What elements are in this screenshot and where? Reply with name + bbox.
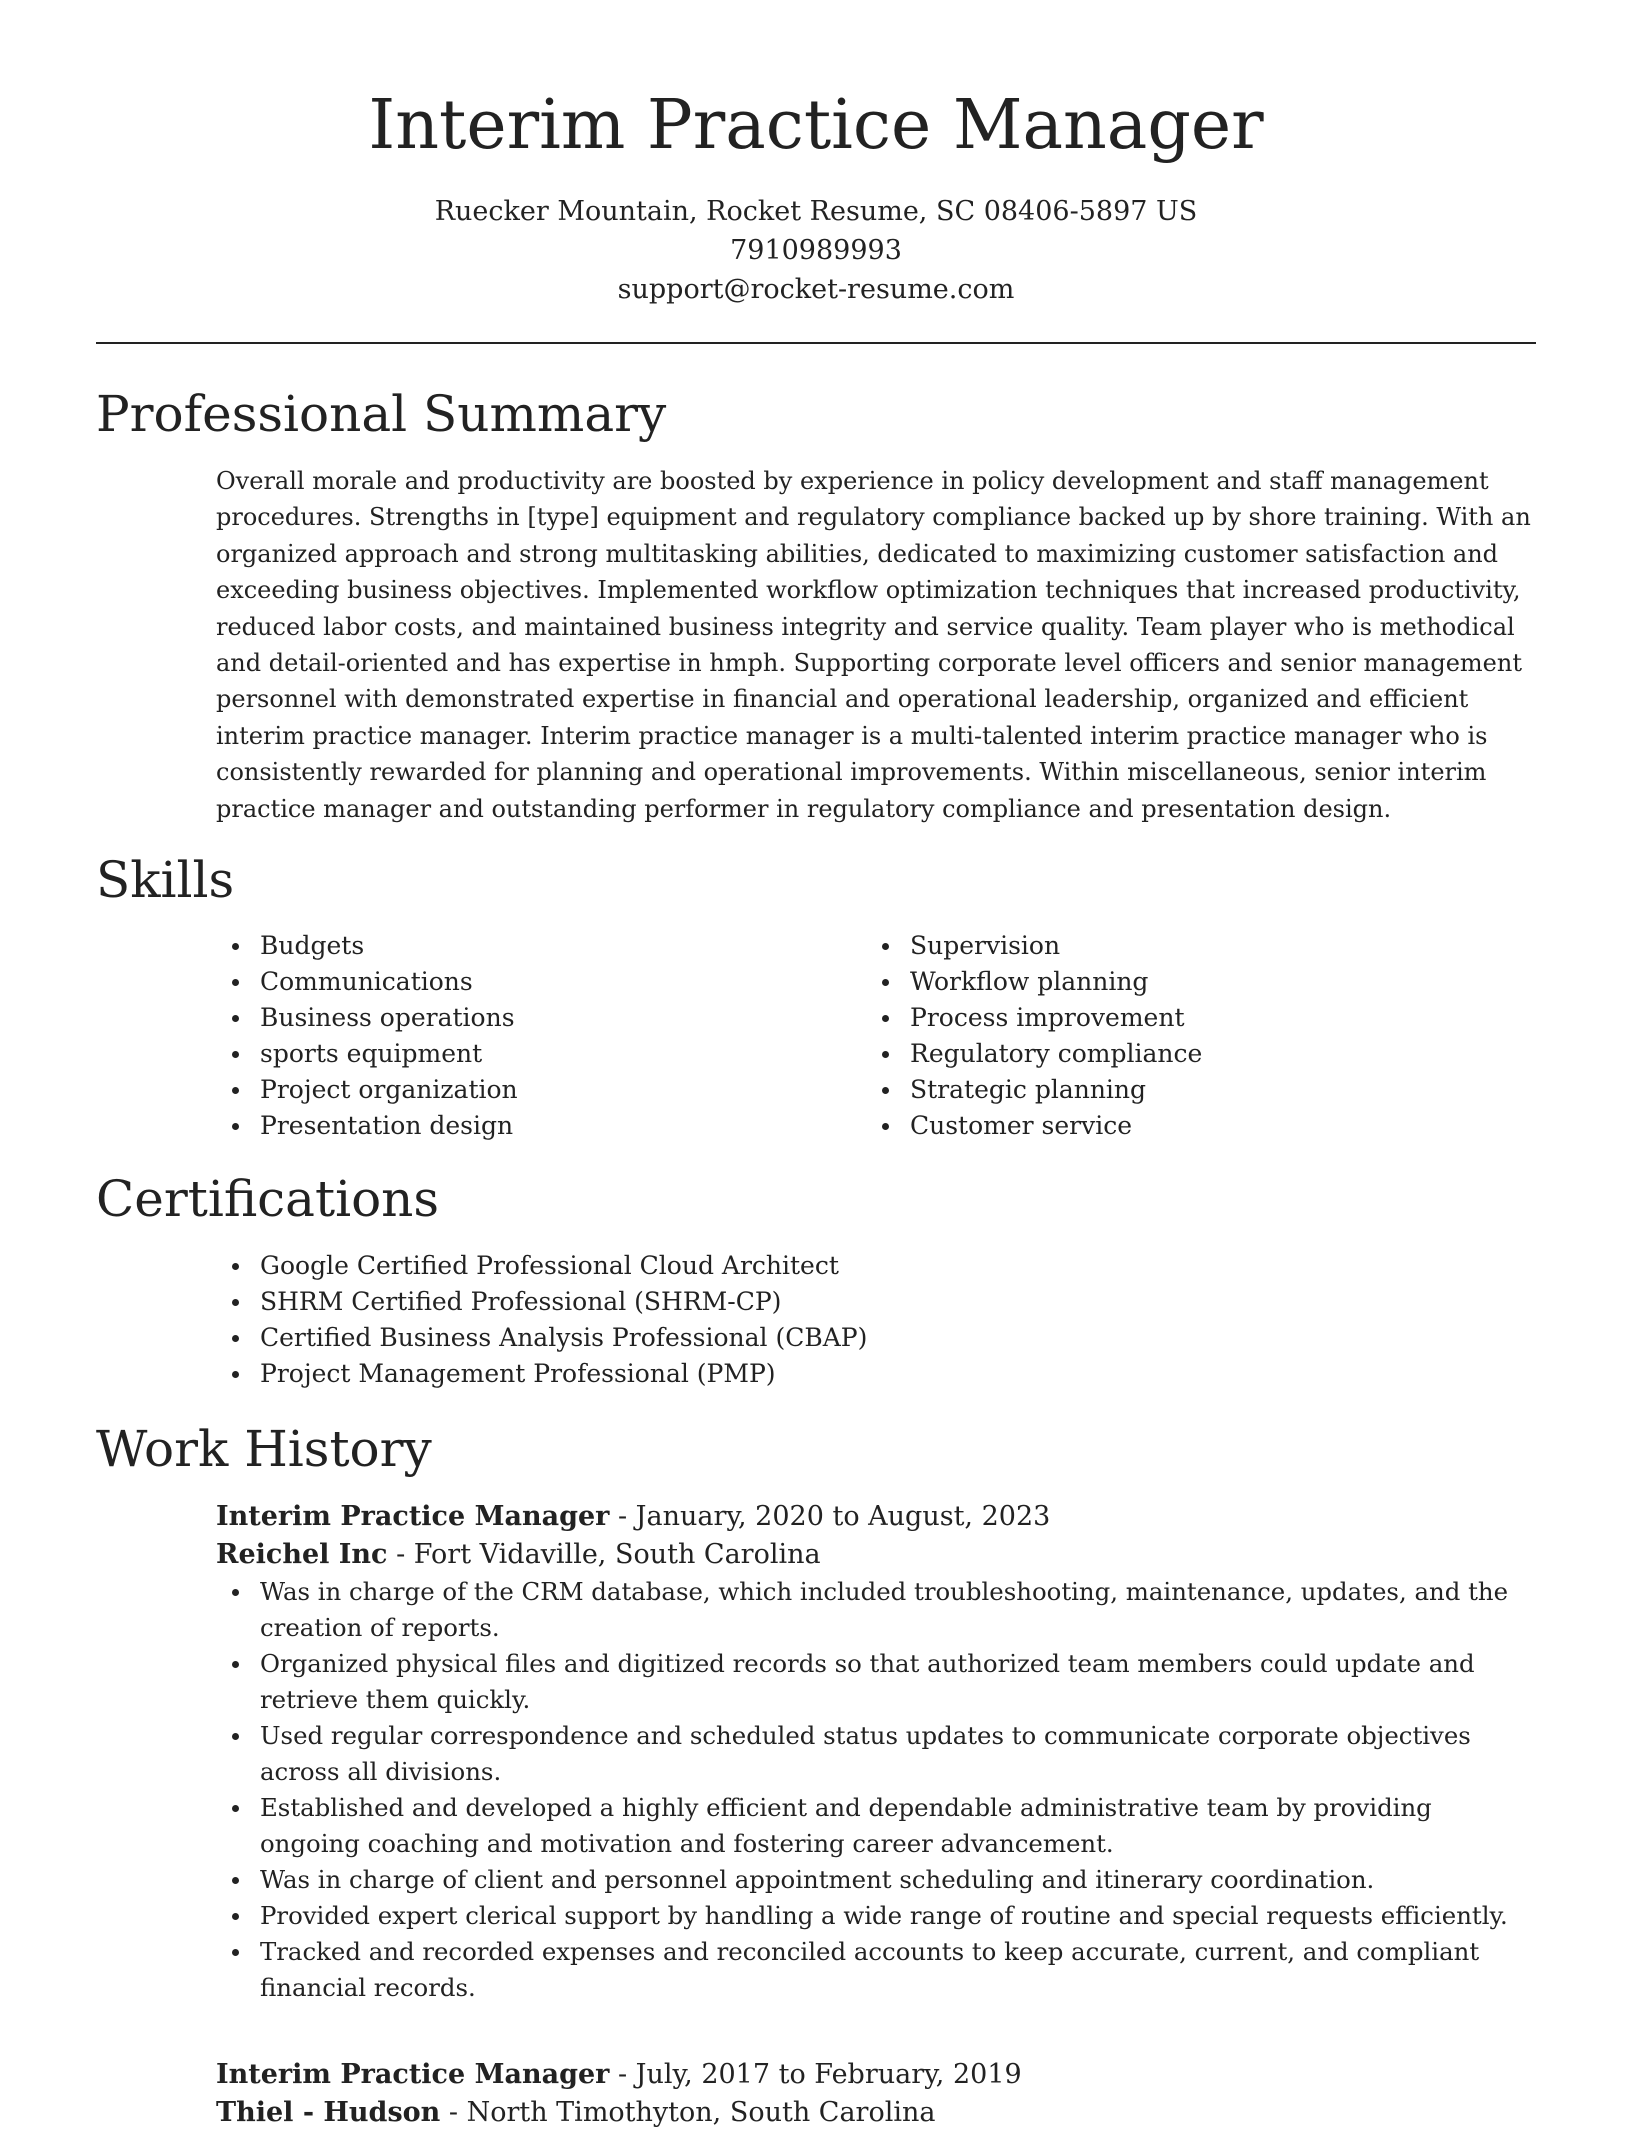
responsibility-item: Used regular correspondence and scheduled status updates to communicate corporate objectives across all divisions. <box>216 1718 1536 1790</box>
job-location: - North Timothyton, South Carolina <box>440 2097 936 2128</box>
skill-item: sports equipment <box>216 1036 856 1072</box>
skill-item: Communications <box>216 964 856 1000</box>
skill-item: Regulatory compliance <box>866 1036 1506 1072</box>
work-entry <box>216 1498 1536 2006</box>
job-title-line <box>216 1498 1536 1536</box>
skill-item: Supervision <box>866 928 1506 964</box>
skill-item: Business operations <box>216 1000 856 1036</box>
skill-item: Project organization <box>216 1072 856 1108</box>
responsibility-item: Established and developed a highly efficient and dependable administrative team by providing ongoing coaching and motivation and fostering career advancement. <box>216 1790 1536 1862</box>
job-company: Reichel Inc <box>216 1539 388 1570</box>
skill-item: Customer service <box>866 1108 1506 1144</box>
work-entry <box>216 2056 1536 2132</box>
certification-item: SHRM Certified Professional (SHRM-CP) <box>216 1284 1516 1320</box>
job-company-line <box>216 2094 1536 2132</box>
certification-item: Google Certified Professional Cloud Architect <box>216 1248 1516 1284</box>
job-company-line <box>216 1536 1536 1574</box>
contact-phone: 7910989993 <box>730 235 902 266</box>
summary-heading: Professional Summary <box>96 385 667 443</box>
skills-heading: Skills <box>96 851 235 909</box>
skill-item: Budgets <box>216 928 856 964</box>
certification-item: Certified Business Analysis Professional (CBAP) <box>216 1320 1516 1356</box>
responsibility-item: Provided expert clerical support by handling a wide range of routine and special requests efficiently. <box>216 1898 1536 1934</box>
job-company: Thiel - Hudson <box>216 2097 441 2128</box>
skill-item: Strategic planning <box>866 1072 1506 1108</box>
skills-list-right <box>866 928 1506 1144</box>
job-title: Interim Practice Manager <box>216 2059 610 2090</box>
contact-email: support@rocket-resume.com <box>617 274 1015 305</box>
job-responsibilities <box>216 1574 1536 2006</box>
summary-paragraph: Overall morale and productivity are boosted by experience in policy development and staff management procedures. Strengths in [type] equipment and regulatory compliance backed up by shore training. With an organized approach and strong multitasking abilities, dedicated to maximizing customer satisfaction and exceeding business objectives. Implemented workflow optimization techniques that increased productivity, reduced labor costs, and maintained business integrity and service quality. Team player who is methodical and detail-oriented and has expertise in hmph. Supporting corporate level officers and senior management personnel with demonstrated expertise in financial and operational leadership, organized and efficient interim practice manager. Interim practice manager is a multi-talented interim practice manager who is consistently rewarded for planning and operational improvements. Within miscellaneous, senior interim practice manager and outstanding performer in regulatory compliance and presentation design. <box>216 467 1531 823</box>
job-dates: - July, 2017 to February, 2019 <box>609 2059 1022 2090</box>
header-divider <box>96 342 1536 344</box>
responsibility-item: Was in charge of the CRM database, which included troubleshooting, maintenance, updates, and the creation of reports. <box>216 1574 1536 1646</box>
resume-header <box>0 0 1632 309</box>
job-location: - Fort Vidaville, South Carolina <box>387 1539 821 1570</box>
skills-list-left <box>216 928 856 1144</box>
responsibility-item: Organized physical files and digitized records so that authorized team members could update and retrieve them quickly. <box>216 1646 1536 1718</box>
skill-item: Process improvement <box>866 1000 1506 1036</box>
work-history-heading: Work History <box>96 1420 432 1478</box>
certifications-heading: Certifications <box>96 1170 440 1228</box>
job-dates: - January, 2020 to August, 2023 <box>609 1501 1051 1532</box>
certification-item: Project Management Professional (PMP) <box>216 1356 1516 1392</box>
job-title: Interim Practice Manager <box>216 1501 610 1532</box>
responsibility-item: Was in charge of client and personnel appointment scheduling and itinerary coordination. <box>216 1862 1536 1898</box>
candidate-name: Interim Practice Manager <box>368 86 1264 165</box>
contact-block <box>0 192 1632 309</box>
skill-item: Presentation design <box>216 1108 856 1144</box>
responsibility-item: Tracked and recorded expenses and reconciled accounts to keep accurate, current, and compliant financial records. <box>216 1934 1536 2006</box>
certifications-list <box>216 1248 1516 1392</box>
skill-item: Workflow planning <box>866 964 1506 1000</box>
contact-address: Ruecker Mountain, Rocket Resume, SC 08406-5897 US <box>434 196 1198 227</box>
job-title-line <box>216 2056 1536 2094</box>
